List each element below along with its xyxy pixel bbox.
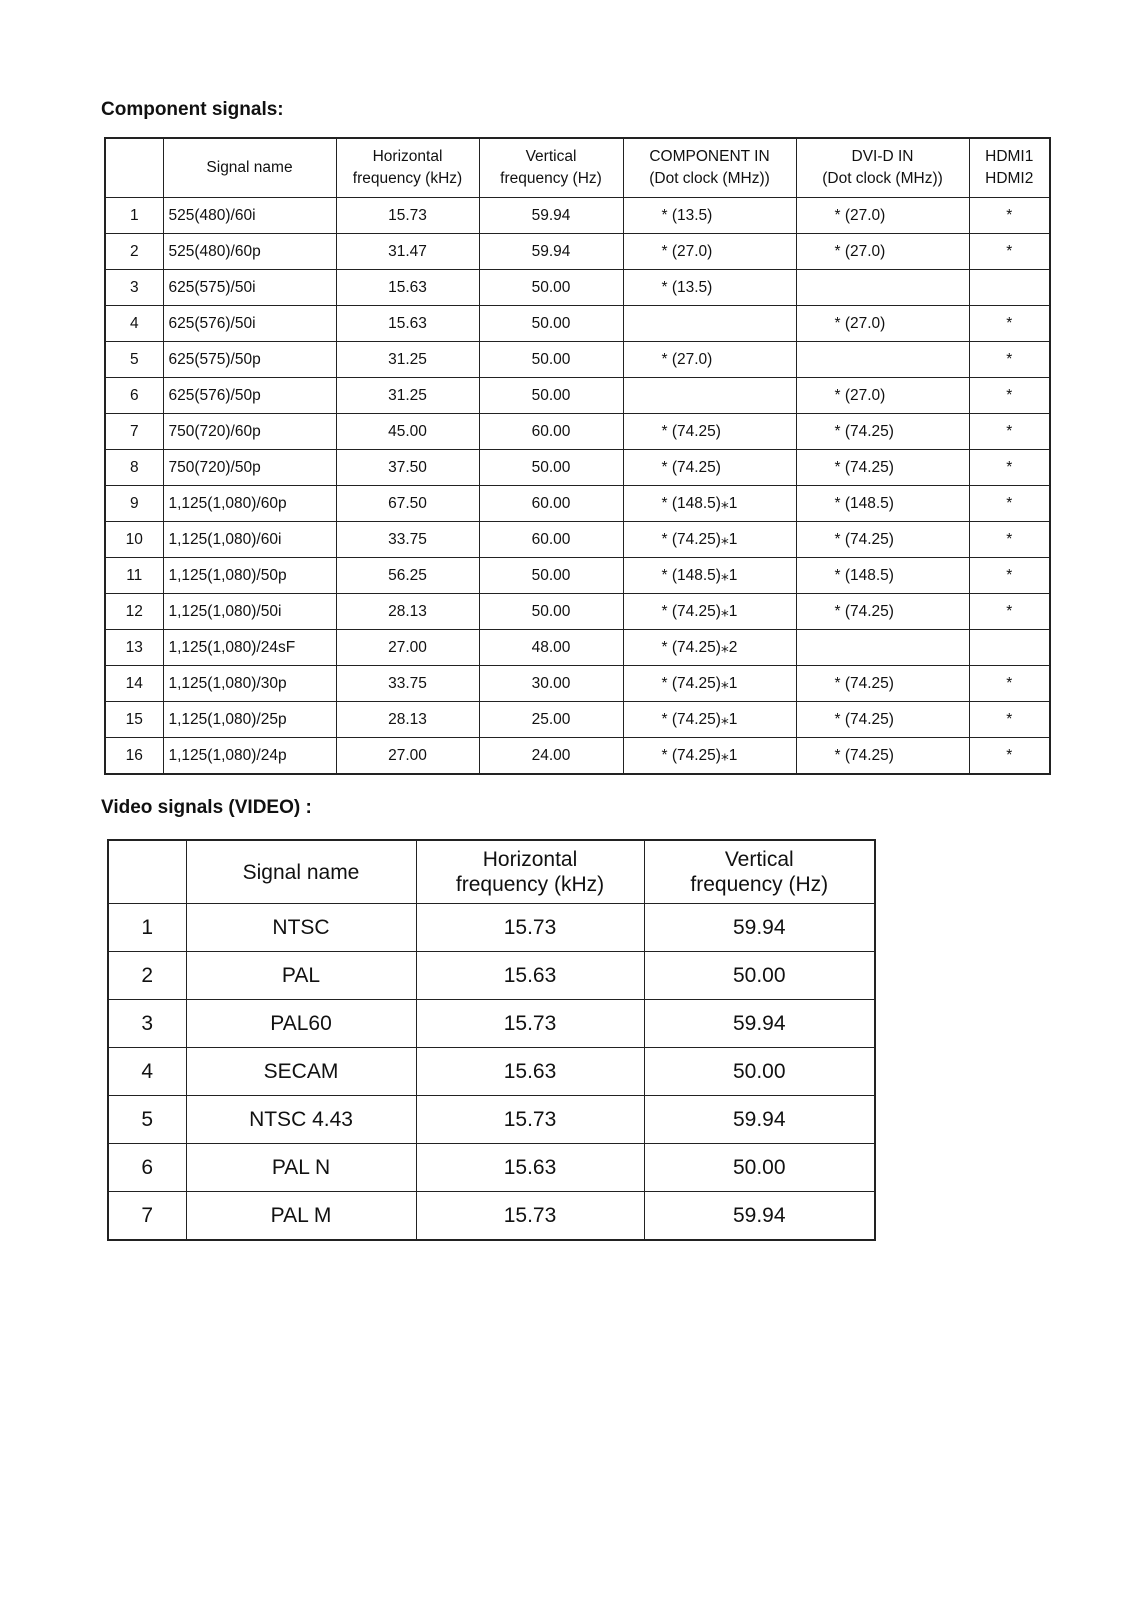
cell-horizontal-frequency: 15.63: [336, 270, 479, 306]
cell-vertical-frequency: 59.94: [644, 1000, 875, 1048]
cell-dvi-d-in: [796, 270, 969, 306]
header-text: (Dot clock (MHz)): [649, 170, 770, 187]
cell-component-in: * (74.25)⁎1: [623, 702, 796, 738]
cell-signal-name: PAL N: [186, 1144, 416, 1192]
cell-hdmi: [969, 630, 1050, 666]
table-row: [105, 450, 1050, 486]
cell-component-in: * (74.25)⁎1: [623, 594, 796, 630]
table-row: [105, 342, 1050, 378]
component-signals-heading: Component signals:: [101, 99, 284, 120]
cell-hdmi: *: [969, 198, 1050, 234]
table-header-row: [108, 840, 875, 904]
cell-dvi-d-in: * (27.0): [796, 198, 969, 234]
header-text: Signal name: [242, 860, 360, 884]
cell-component-in: * (74.25)⁎1: [623, 666, 796, 702]
cell-vertical-frequency: 48.00: [479, 630, 623, 666]
cell-dvi-d-in: [796, 630, 969, 666]
cell-vertical-frequency: 59.94: [644, 1096, 875, 1144]
cell-signal-name: SECAM: [186, 1048, 416, 1096]
table-row: [105, 486, 1050, 522]
cell-component-in: * (74.25)⁎2: [623, 630, 796, 666]
cell-vertical-frequency: 59.94: [644, 1192, 875, 1241]
cell-signal-name: 625(576)/50p: [163, 378, 336, 414]
column-header-horizontal-frequency: [336, 138, 479, 198]
cell-horizontal-frequency: 15.73: [336, 198, 479, 234]
cell-horizontal-frequency: 15.63: [416, 1048, 644, 1096]
cell-number: 2: [108, 952, 186, 1000]
column-header-signal-name: [163, 138, 336, 198]
video-signals-table: [107, 839, 876, 1241]
cell-number: 9: [105, 486, 163, 522]
cell-component-in: * (13.5): [623, 270, 796, 306]
cell-number: 5: [105, 342, 163, 378]
header-text: frequency (Hz): [690, 873, 829, 896]
header-text: frequency (kHz): [455, 873, 605, 896]
table-row: [105, 414, 1050, 450]
table-row: [105, 702, 1050, 738]
cell-dvi-d-in: * (74.25): [796, 666, 969, 702]
cell-horizontal-frequency: 31.47: [336, 234, 479, 270]
table-row: [108, 1000, 875, 1048]
cell-number: 6: [108, 1144, 186, 1192]
cell-vertical-frequency: 50.00: [479, 378, 623, 414]
table-row: [105, 234, 1050, 270]
cell-vertical-frequency: 50.00: [479, 558, 623, 594]
cell-signal-name: NTSC: [186, 904, 416, 952]
cell-hdmi: *: [969, 234, 1050, 270]
column-header-component-in: [623, 138, 796, 198]
header-text: Horizontal: [482, 848, 578, 871]
cell-hdmi: *: [969, 594, 1050, 630]
cell-dvi-d-in: * (27.0): [796, 306, 969, 342]
cell-number: 14: [105, 666, 163, 702]
cell-vertical-frequency: 50.00: [479, 342, 623, 378]
cell-horizontal-frequency: 15.73: [416, 1096, 644, 1144]
cell-component-in: * (148.5)⁎1: [623, 558, 796, 594]
cell-dvi-d-in: * (74.25): [796, 738, 969, 775]
header-text: DVI-D IN: [851, 148, 914, 165]
cell-component-in: * (74.25)⁎1: [623, 522, 796, 558]
header-text: frequency (Hz): [500, 170, 602, 187]
table-row: [105, 738, 1050, 775]
cell-signal-name: 625(575)/50i: [163, 270, 336, 306]
cell-horizontal-frequency: 33.75: [336, 666, 479, 702]
cell-hdmi: [969, 270, 1050, 306]
table-row: [108, 1048, 875, 1096]
cell-number: 13: [105, 630, 163, 666]
column-header-number: [105, 138, 163, 198]
cell-signal-name: 1,125(1,080)/24sF: [163, 630, 336, 666]
cell-dvi-d-in: * (148.5): [796, 486, 969, 522]
table-row: [105, 378, 1050, 414]
cell-number: 6: [105, 378, 163, 414]
cell-signal-name: 750(720)/60p: [163, 414, 336, 450]
header-text: Signal name: [206, 159, 293, 176]
cell-horizontal-frequency: 27.00: [336, 738, 479, 775]
cell-component-in: * (74.25): [623, 450, 796, 486]
cell-vertical-frequency: 60.00: [479, 486, 623, 522]
cell-signal-name: 625(575)/50p: [163, 342, 336, 378]
cell-vertical-frequency: 59.94: [479, 198, 623, 234]
cell-number: 8: [105, 450, 163, 486]
cell-horizontal-frequency: 37.50: [336, 450, 479, 486]
cell-signal-name: 1,125(1,080)/60p: [163, 486, 336, 522]
cell-signal-name: 1,125(1,080)/24p: [163, 738, 336, 775]
cell-component-in: [623, 306, 796, 342]
cell-signal-name: 750(720)/50p: [163, 450, 336, 486]
cell-signal-name: 1,125(1,080)/30p: [163, 666, 336, 702]
cell-number: 1: [108, 904, 186, 952]
cell-component-in: * (74.25)⁎1: [623, 738, 796, 775]
cell-signal-name: 1,125(1,080)/50i: [163, 594, 336, 630]
column-header-hdmi: [969, 138, 1050, 198]
cell-horizontal-frequency: 15.63: [336, 306, 479, 342]
cell-vertical-frequency: 60.00: [479, 414, 623, 450]
cell-number: 5: [108, 1096, 186, 1144]
cell-number: 3: [108, 1000, 186, 1048]
table-row: [105, 306, 1050, 342]
cell-number: 10: [105, 522, 163, 558]
cell-horizontal-frequency: 27.00: [336, 630, 479, 666]
cell-component-in: * (13.5): [623, 198, 796, 234]
header-text: frequency (kHz): [352, 170, 463, 187]
cell-signal-name: PAL60: [186, 1000, 416, 1048]
table-row: [108, 1096, 875, 1144]
column-header-vertical-frequency: [479, 138, 623, 198]
cell-vertical-frequency: 24.00: [479, 738, 623, 775]
column-header-number: [108, 840, 186, 904]
cell-signal-name: 1,125(1,080)/25p: [163, 702, 336, 738]
cell-dvi-d-in: * (74.25): [796, 450, 969, 486]
table-row: [105, 666, 1050, 702]
table-row: [105, 558, 1050, 594]
cell-dvi-d-in: * (148.5): [796, 558, 969, 594]
cell-horizontal-frequency: 15.63: [416, 952, 644, 1000]
cell-hdmi: *: [969, 342, 1050, 378]
cell-signal-name: PAL: [186, 952, 416, 1000]
column-header-vertical-frequency: [644, 840, 875, 904]
cell-vertical-frequency: 50.00: [644, 1048, 875, 1096]
cell-number: 16: [105, 738, 163, 775]
header-text: HDMI2: [985, 170, 1034, 187]
cell-signal-name: NTSC 4.43: [186, 1096, 416, 1144]
cell-vertical-frequency: 50.00: [644, 1144, 875, 1192]
table-header-row: [105, 138, 1050, 198]
cell-hdmi: *: [969, 486, 1050, 522]
cell-number: 15: [105, 702, 163, 738]
cell-vertical-frequency: 50.00: [479, 270, 623, 306]
cell-horizontal-frequency: 45.00: [336, 414, 479, 450]
cell-hdmi: *: [969, 702, 1050, 738]
cell-vertical-frequency: 60.00: [479, 522, 623, 558]
table-row: [108, 952, 875, 1000]
cell-dvi-d-in: * (74.25): [796, 414, 969, 450]
cell-number: 3: [105, 270, 163, 306]
cell-component-in: * (148.5)⁎1: [623, 486, 796, 522]
table-row: [105, 198, 1050, 234]
cell-horizontal-frequency: 15.63: [416, 1144, 644, 1192]
video-signals-heading: Video signals (VIDEO) :: [101, 797, 312, 818]
header-text: (Dot clock (MHz)): [822, 170, 943, 187]
table-row: [108, 904, 875, 952]
cell-hdmi: *: [969, 666, 1050, 702]
header-text: Vertical: [525, 148, 577, 165]
column-header-signal-name: [186, 840, 416, 904]
cell-horizontal-frequency: 67.50: [336, 486, 479, 522]
cell-number: 1: [105, 198, 163, 234]
cell-hdmi: *: [969, 522, 1050, 558]
cell-dvi-d-in: * (74.25): [796, 594, 969, 630]
cell-hdmi: *: [969, 378, 1050, 414]
cell-hdmi: *: [969, 306, 1050, 342]
cell-component-in: [623, 378, 796, 414]
cell-number: 7: [105, 414, 163, 450]
cell-horizontal-frequency: 33.75: [336, 522, 479, 558]
cell-dvi-d-in: * (74.25): [796, 702, 969, 738]
cell-vertical-frequency: 50.00: [644, 952, 875, 1000]
cell-horizontal-frequency: 15.73: [416, 1000, 644, 1048]
cell-signal-name: PAL M: [186, 1192, 416, 1241]
cell-horizontal-frequency: 15.73: [416, 904, 644, 952]
cell-hdmi: *: [969, 450, 1050, 486]
cell-dvi-d-in: * (27.0): [796, 234, 969, 270]
cell-horizontal-frequency: 31.25: [336, 378, 479, 414]
cell-vertical-frequency: 50.00: [479, 450, 623, 486]
cell-vertical-frequency: 59.94: [479, 234, 623, 270]
header-text: Horizontal: [372, 148, 443, 165]
cell-horizontal-frequency: 56.25: [336, 558, 479, 594]
cell-hdmi: *: [969, 738, 1050, 775]
column-header-horizontal-frequency: [416, 840, 644, 904]
cell-vertical-frequency: 30.00: [479, 666, 623, 702]
cell-component-in: * (27.0): [623, 234, 796, 270]
component-signals-table: [104, 137, 1051, 775]
cell-horizontal-frequency: 28.13: [336, 702, 479, 738]
cell-signal-name: 525(480)/60i: [163, 198, 336, 234]
column-header-dvi-d-in: [796, 138, 969, 198]
cell-dvi-d-in: * (27.0): [796, 378, 969, 414]
cell-horizontal-frequency: 15.73: [416, 1192, 644, 1241]
cell-number: 4: [108, 1048, 186, 1096]
cell-signal-name: 625(576)/50i: [163, 306, 336, 342]
cell-number: 2: [105, 234, 163, 270]
header-text: Vertical: [724, 848, 794, 871]
cell-vertical-frequency: 50.00: [479, 306, 623, 342]
table-row: [105, 270, 1050, 306]
cell-number: 7: [108, 1192, 186, 1241]
cell-number: 11: [105, 558, 163, 594]
cell-number: 4: [105, 306, 163, 342]
table-row: [108, 1144, 875, 1192]
cell-hdmi: *: [969, 414, 1050, 450]
cell-vertical-frequency: 50.00: [479, 594, 623, 630]
table-row: [105, 630, 1050, 666]
cell-vertical-frequency: 25.00: [479, 702, 623, 738]
cell-signal-name: 1,125(1,080)/60i: [163, 522, 336, 558]
cell-horizontal-frequency: 28.13: [336, 594, 479, 630]
cell-horizontal-frequency: 31.25: [336, 342, 479, 378]
cell-dvi-d-in: * (74.25): [796, 522, 969, 558]
header-text: HDMI1: [985, 148, 1034, 165]
header-text: COMPONENT IN: [649, 148, 770, 165]
table-row: [105, 594, 1050, 630]
cell-signal-name: 1,125(1,080)/50p: [163, 558, 336, 594]
cell-hdmi: *: [969, 558, 1050, 594]
cell-component-in: * (27.0): [623, 342, 796, 378]
table-row: [108, 1192, 875, 1241]
cell-signal-name: 525(480)/60p: [163, 234, 336, 270]
cell-component-in: * (74.25): [623, 414, 796, 450]
cell-vertical-frequency: 59.94: [644, 904, 875, 952]
cell-number: 12: [105, 594, 163, 630]
cell-dvi-d-in: [796, 342, 969, 378]
table-row: [105, 522, 1050, 558]
